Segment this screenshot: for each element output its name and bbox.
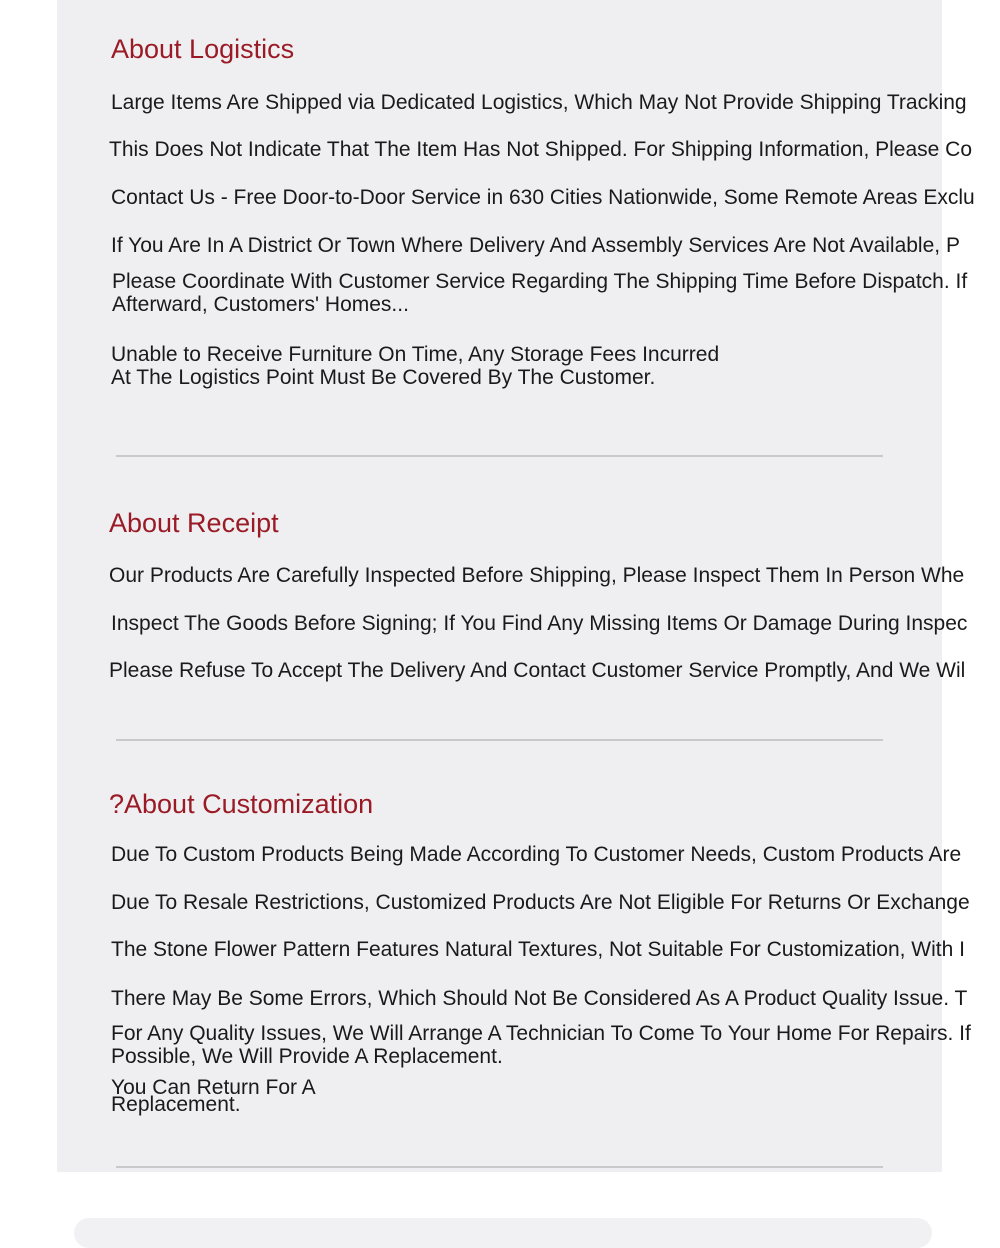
receipt-line: Our Products Are Carefully Inspected Before Shipping, Please Inspect Them In Person Whe xyxy=(109,564,965,587)
customization-line: There May Be Some Errors, Which Should Not Be Considered As A Product Quality Issue. T xyxy=(111,987,968,1010)
section-title-logistics: About Logistics xyxy=(111,34,295,64)
next-card xyxy=(74,1218,932,1248)
logistics-line: Please Coordinate With Customer Service Regarding The Shipping Time Before Dispatch. If xyxy=(112,270,968,293)
customization-line: Due To Resale Restrictions, Customized Products Are Not Eligible For Returns Or Exchange xyxy=(111,891,970,914)
section-divider xyxy=(116,455,883,457)
logistics-line: Contact Us - Free Door-to-Door Service in 630 Cities Nationwide, Some Remote Areas Exclu xyxy=(111,186,975,209)
section-title-receipt: About Receipt xyxy=(109,508,279,538)
logistics-line: If You Are In A District Or Town Where Delivery And Assembly Services Are Not Available, P xyxy=(111,234,960,257)
customization-line: You Can Return For A xyxy=(111,1076,316,1099)
customization-line: Replacement. xyxy=(111,1093,241,1116)
logistics-line: Unable to Receive Furniture On Time, Any Storage Fees Incurred xyxy=(111,343,720,366)
logistics-line: Afterward, Customers' Homes... xyxy=(112,293,409,316)
customization-line: Possible, We Will Provide A Replacement. xyxy=(111,1045,503,1068)
section-divider xyxy=(116,1166,883,1168)
logistics-line: Large Items Are Shipped via Dedicated Logistics, Which May Not Provide Shipping Tracking xyxy=(111,91,967,114)
receipt-line: Please Refuse To Accept The Delivery And Contact Customer Service Promptly, And We Wil xyxy=(109,659,966,682)
customization-line: Due To Custom Products Being Made According To Customer Needs, Custom Products Are xyxy=(111,843,962,866)
receipt-line: Inspect The Goods Before Signing; If You Find Any Missing Items Or Damage During Inspec xyxy=(111,612,968,635)
customization-line: The Stone Flower Pattern Features Natural Textures, Not Suitable For Customization, With I xyxy=(111,938,965,961)
section-title-customization: ?About Customization xyxy=(109,789,374,819)
customization-line: For Any Quality Issues, We Will Arrange A Technician To Come To Your Home For Repairs. If xyxy=(111,1022,971,1045)
section-divider xyxy=(116,739,883,741)
logistics-line: This Does Not Indicate That The Item Has Not Shipped. For Shipping Information, Please Co xyxy=(109,138,972,161)
logistics-line: At The Logistics Point Must Be Covered By The Customer. xyxy=(111,366,656,389)
